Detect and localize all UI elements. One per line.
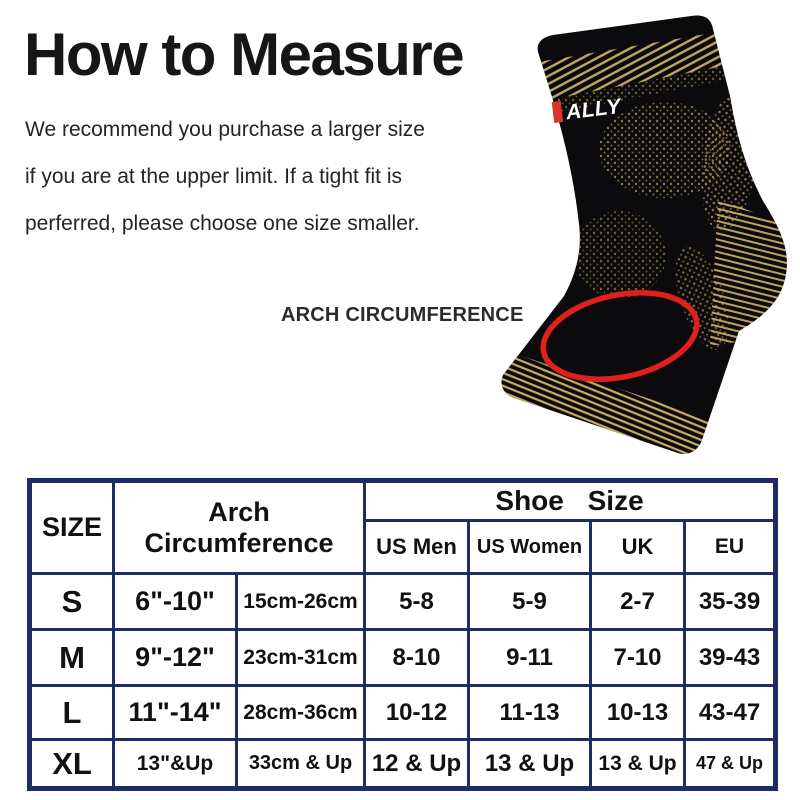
instructions-line-1: We recommend you purchase a larger size [25,118,425,141]
cell-size: L [30,686,114,740]
cell-arch-cm: 15cm-26cm [237,574,365,630]
cell-us-women: 9-11 [469,630,591,686]
cell-eu: 35-39 [685,574,776,630]
cell-us-men: 8-10 [365,630,469,686]
instructions-line-2: if you are at the upper limit. If a tight fit is [25,165,403,188]
brand-logo-text: ALLY [564,94,623,125]
cell-us-women: 13 & Up [469,740,591,789]
cell-eu: 43-47 [685,686,776,740]
table-row-l [30,686,776,740]
cell-size: M [30,630,114,686]
cell-us-women: 5-9 [469,574,591,630]
cell-uk: 2-7 [591,574,685,630]
page-title: How to Measure [24,21,464,88]
cell-arch-inches: 9"-12" [114,630,237,686]
cell-size: XL [30,740,114,789]
table-row-s [30,574,776,630]
table-row-xl [30,740,776,789]
cell-arch-cm: 28cm-36cm [237,686,365,740]
cell-eu: 47 & Up [685,740,776,789]
product-photo-ankle-sleeve [480,0,800,470]
cell-size: S [30,574,114,630]
cell-us-men: 12 & Up [365,740,469,789]
cell-arch-inches: 11"-14" [114,686,237,740]
header-shoe-size: Shoe Size [365,481,776,521]
header-uk: UK [591,521,685,574]
cell-arch-inches: 13"&Up [114,740,237,789]
cell-arch-inches: 6"-10" [114,574,237,630]
instructions-line-3: perferred, please choose one size smaller. [25,212,420,235]
cell-us-women: 11-13 [469,686,591,740]
cell-us-men: 5-8 [365,574,469,630]
cell-arch-cm: 23cm-31cm [237,630,365,686]
header-us-men: US Men [365,521,469,574]
cell-eu: 39-43 [685,630,776,686]
measure-instructions [25,106,425,247]
header-us-women: US Women [469,521,591,574]
header-arch-circumference: Arch Circumference [114,481,365,574]
lower-dot-texture [574,211,666,299]
header-size: SIZE [30,481,114,574]
cell-uk: 13 & Up [591,740,685,789]
cell-arch-cm: 33cm & Up [237,740,365,789]
cell-uk: 7-10 [591,630,685,686]
cell-uk: 10-13 [591,686,685,740]
table-row-m [30,630,776,686]
arch-circumference-label: ARCH CIRCUMFERENCE [281,304,524,326]
size-chart-table [27,478,778,791]
header-eu: EU [685,521,776,574]
cell-us-men: 10-12 [365,686,469,740]
